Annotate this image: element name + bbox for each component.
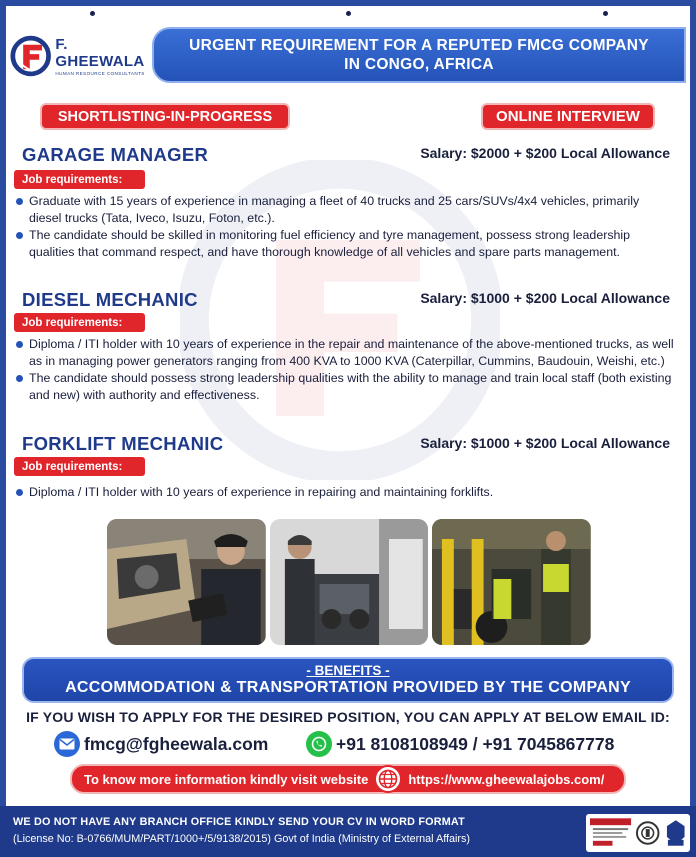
pin-dot bbox=[603, 11, 608, 16]
photo-forklift-repair bbox=[432, 519, 591, 645]
requirements-list bbox=[14, 336, 674, 404]
email-address[interactable]: fmcg@fgheewala.com bbox=[84, 733, 269, 754]
iso-certificate-icon bbox=[589, 817, 632, 849]
certification-badges bbox=[586, 814, 690, 852]
photo-strip bbox=[107, 519, 591, 645]
job-title-diesel-mechanic: DIESEL MECHANIC bbox=[22, 289, 198, 310]
apply-instructions: IF YOU WISH TO APPLY FOR THE DESIRED POSITION, YOU CAN APPLY AT BELOW EMAIL ID: bbox=[26, 709, 670, 725]
photo-diesel-engine bbox=[270, 519, 429, 645]
requirements-list bbox=[14, 484, 674, 502]
list-item: The candidate should be skilled in monitoring fuel efficiency and tyre management, possess strong leadership qualities that command respect, and have thorough knowledge of all vehicles and spare parts management. bbox=[14, 227, 674, 260]
phone-contact[interactable] bbox=[306, 731, 614, 757]
accreditation-mark-icon bbox=[664, 817, 687, 849]
globe-icon bbox=[374, 765, 402, 793]
brand-tagline: HUMAN RESOURCE CONSULTANTS bbox=[55, 71, 145, 76]
benefits-text: ACCOMMODATION & TRANSPORTATION PROVIDED BY THE COMPANY bbox=[65, 679, 631, 696]
brand-name: F. GHEEWALA bbox=[55, 36, 145, 70]
pin-dot bbox=[90, 11, 95, 16]
company-logo bbox=[10, 30, 155, 82]
salary-forklift-mechanic: Salary: $1000 + $200 Local Allowance bbox=[420, 435, 670, 451]
interview-badge: ONLINE INTERVIEW bbox=[481, 103, 655, 130]
job-requirements-label: Job requirements: bbox=[14, 313, 145, 332]
job-title-forklift-mechanic: FORKLIFT MECHANIC bbox=[22, 433, 224, 454]
website-label: To know more information kindly visit website bbox=[84, 771, 369, 787]
footer bbox=[0, 806, 696, 857]
list-item: The candidate should possess strong leadership qualities with the ability to manage and train local staff (both existing and new) with authority and effectiveness. bbox=[14, 370, 674, 403]
title-banner bbox=[152, 27, 686, 83]
pin-dot bbox=[346, 11, 351, 16]
gheewala-logo-icon bbox=[10, 34, 51, 78]
title-line-1: URGENT REQUIREMENT FOR A REPUTED FMCG COMPANY bbox=[189, 37, 649, 54]
envelope-icon bbox=[54, 731, 80, 757]
status-badge: SHORTLISTING-IN-PROGRESS bbox=[40, 103, 290, 130]
salary-diesel-mechanic: Salary: $1000 + $200 Local Allowance bbox=[420, 290, 670, 306]
benefits-banner bbox=[22, 657, 674, 703]
job-requirements-label: Job requirements: bbox=[14, 170, 145, 189]
benefits-heading: - BENEFITS - bbox=[306, 663, 390, 678]
footer-notice: WE DO NOT HAVE ANY BRANCH OFFICE KINDLY SEND YOUR CV IN WORD FORMAT bbox=[13, 816, 465, 828]
footer-license: (License No: B-0766/MUM/PART/1000+/5/9138/2015) Govt of India (Ministry of External Affairs) bbox=[13, 833, 470, 845]
phone-numbers[interactable]: +91 8108108949 / +91 7045867778 bbox=[336, 733, 615, 754]
job-requirements-label: Job requirements: bbox=[14, 457, 145, 476]
salary-garage-manager: Salary: $2000 + $200 Local Allowance bbox=[420, 145, 670, 161]
list-item: Diploma / ITI holder with 10 years of experience in the repair and maintenance of the above-mentioned trucks, as well as in managing power generators ranging from 400 KVA to 1000 KVA (Caterpillar, Cummins, Baudouin, Weishi, etc.) bbox=[14, 336, 674, 369]
photo-garage-mechanic bbox=[107, 519, 266, 645]
list-item: Diploma / ITI holder with 10 years of experience in repairing and maintaining forklifts. bbox=[14, 484, 674, 501]
website-bar[interactable] bbox=[70, 764, 626, 794]
job-title-garage-manager: GARAGE MANAGER bbox=[22, 144, 209, 165]
requirements-list bbox=[14, 193, 674, 261]
title-line-2: IN CONGO, AFRICA bbox=[344, 56, 494, 73]
whatsapp-icon bbox=[306, 731, 332, 757]
website-url-link[interactable]: https://www.gheewalajobs.com/ bbox=[408, 771, 605, 787]
bureau-veritas-seal-icon bbox=[635, 817, 660, 849]
email-contact[interactable] bbox=[54, 731, 268, 757]
list-item: Graduate with 15 years of experience in managing a fleet of 40 trucks and 25 cars/SUVs/4x4 vehicles, primarily diesel trucks (Tata, Iveco, Isuzu, Foton, etc.). bbox=[14, 193, 674, 226]
